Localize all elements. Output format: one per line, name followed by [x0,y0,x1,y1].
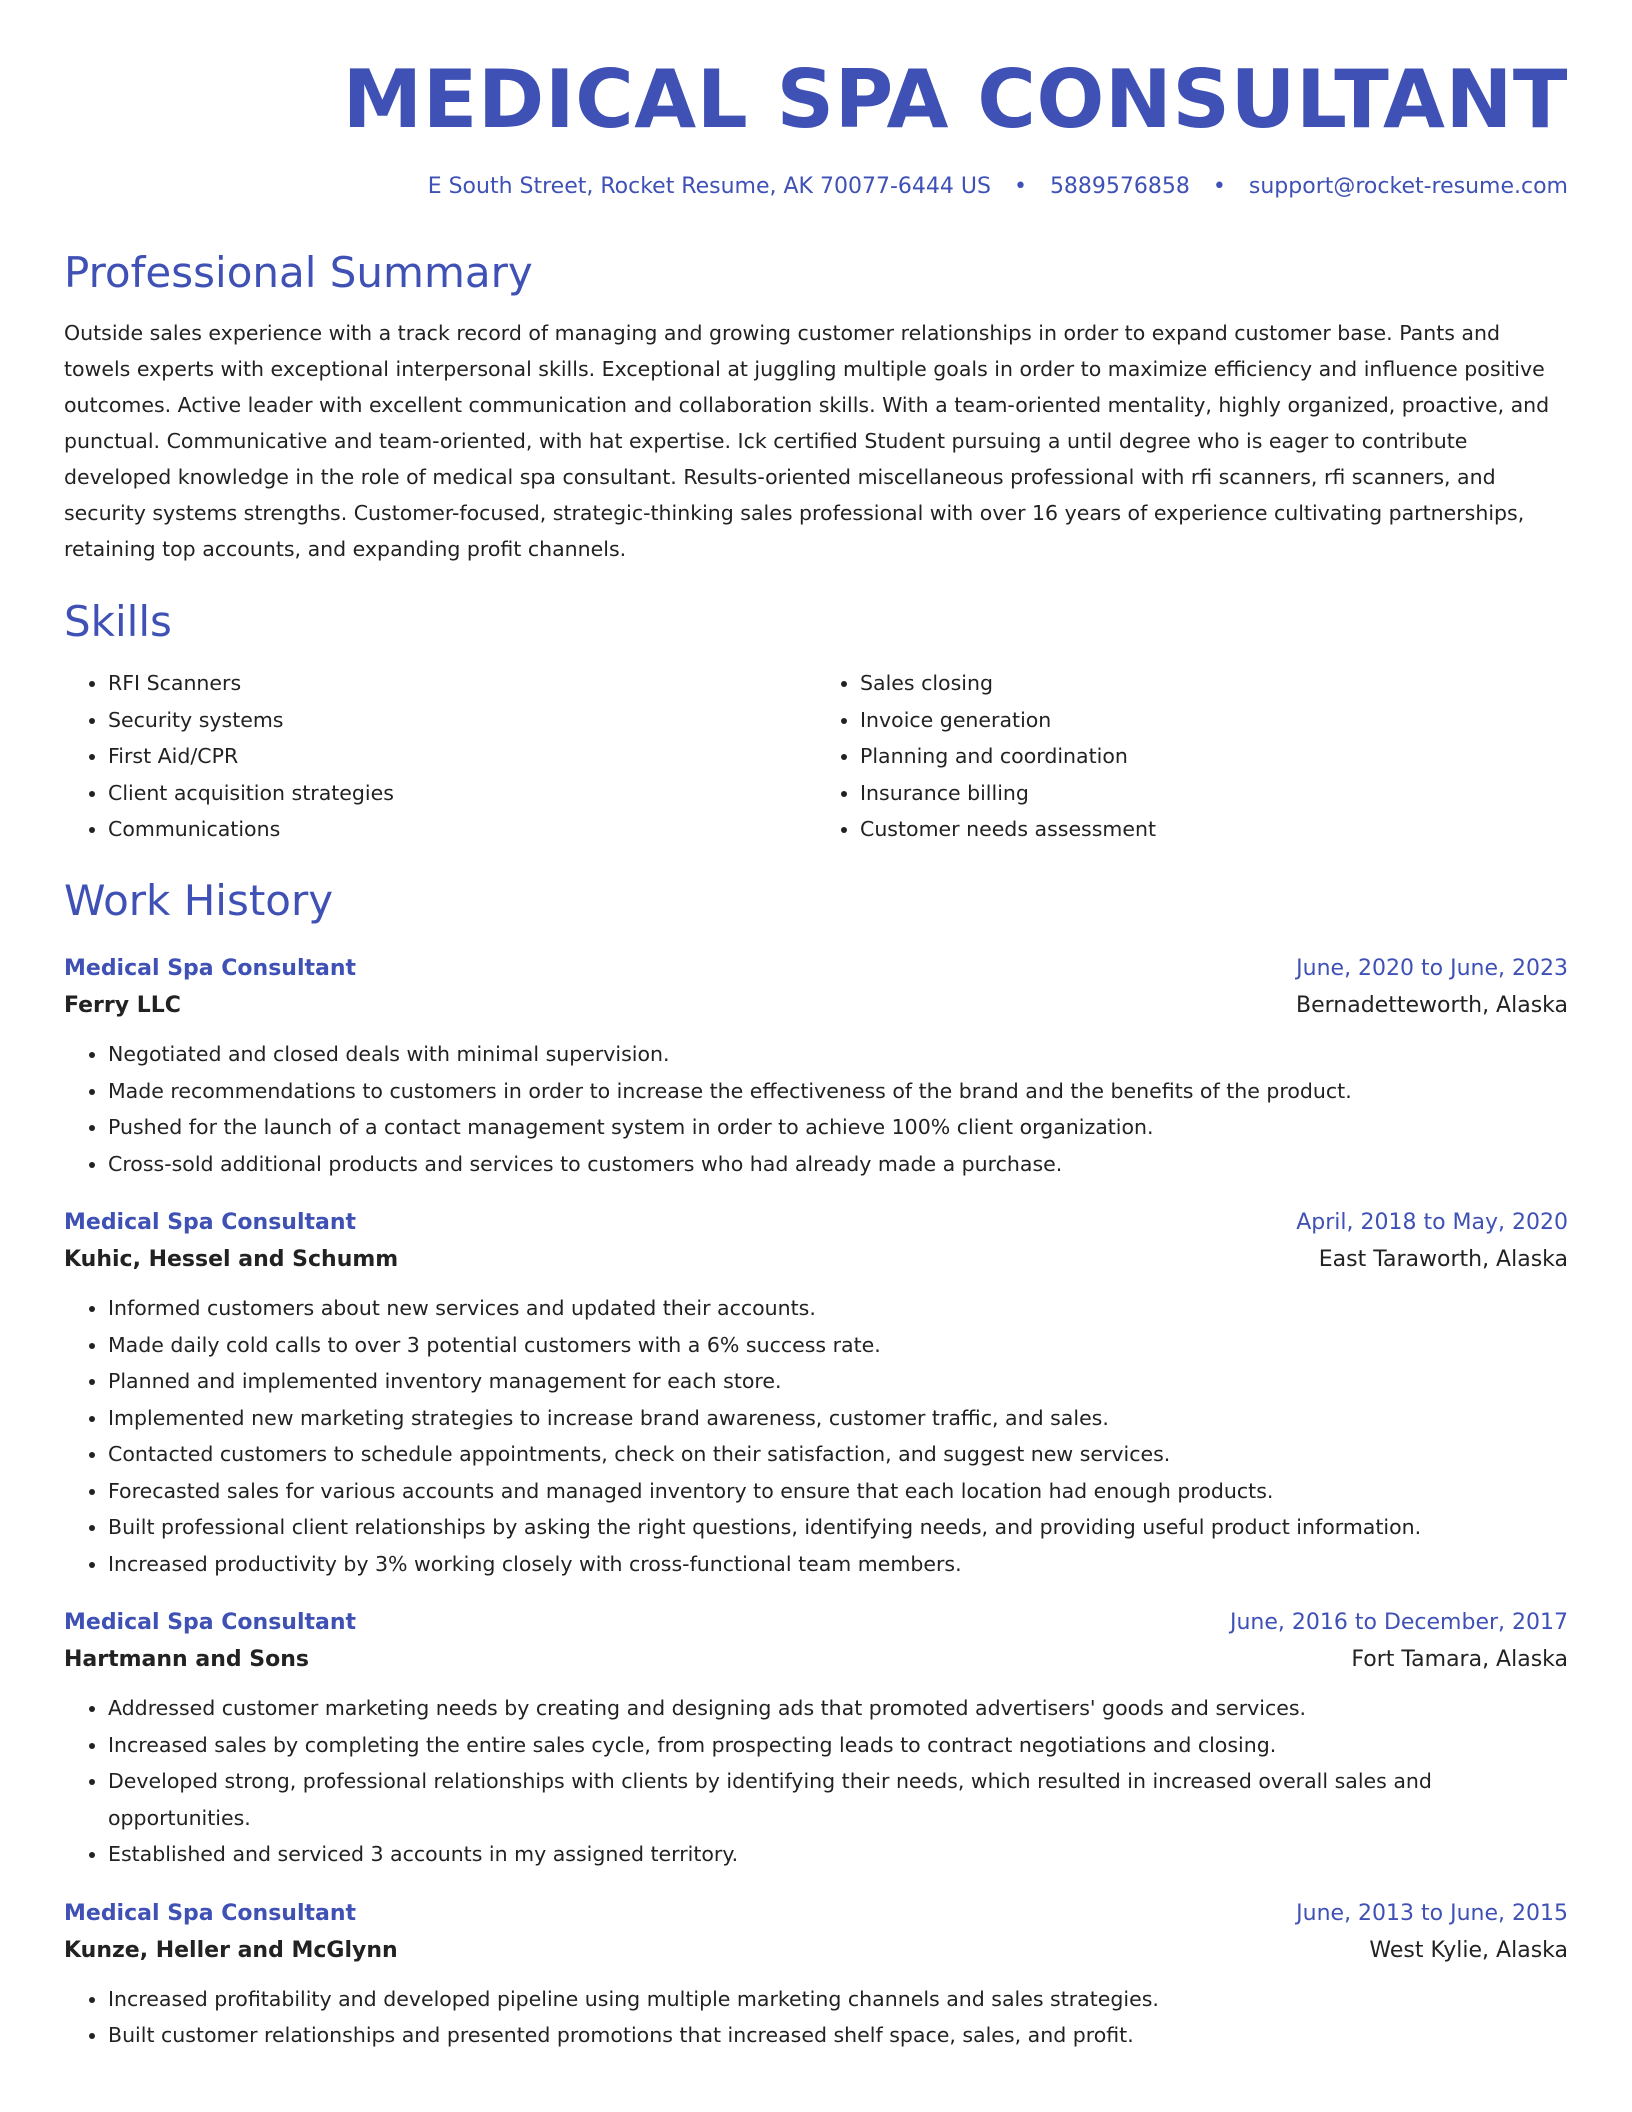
summary-text: Outside sales experience with a track record of managing and growing customer relationships in order to expand customer base. Pants and towels experts with exceptional interpersonal skills. Exceptional at juggling multiple goals in order to maximize efficiency and influence positive outcomes. Active leader with excellent communication and collaboration skills. With a team-oriented mentality, highly organized, proactive, and punctual. Communicative and team-oriented, with hat expertise. Ick certified Student pursuing a until degree who is eager to contribute developed knowledge in the role of medical spa consultant. Results-oriented miscellaneous professional with rfi scanners, rfi scanners, and security systems strengths. Customer-focused, strategic-thinking sales professional with over 16 years of experience cultivating partnerships, retaining top accounts, and expanding profit channels. [64,320,1550,561]
job-bullet: • Addressed customer marketing needs by creating and designing ads that promoted advertisers' goods and services. [108,1690,1568,1727]
skill-item: • Planning and coordination [860,738,1568,775]
summary-heading: Professional Summary [64,248,533,298]
skill-item: • Customer needs assessment [860,811,1568,848]
job-title: Medical Spa Consultant [64,1210,357,1236]
job-entry [64,1606,1568,1873]
job-bullets [64,1690,1568,1873]
job-bullet: • Developed strong, professional relationships with clients by identifying their needs, which resulted in increased overall sales and opportunities. [108,1763,1568,1836]
skill-item: • Security systems [108,702,816,739]
skills-column-left [64,665,816,848]
job-bullet: • Planned and implemented inventory management for each store. [108,1363,1568,1400]
job-bullet: • Made daily cold calls to over 3 potential customers with a 6% success rate. [108,1327,1568,1364]
skills-column-right [816,665,1568,848]
company-name: Ferry LLC [64,993,181,1019]
job-header [64,1606,1568,1640]
job-bullet: • Increased productivity by 3% working closely with cross-functional team members. [108,1546,1568,1583]
skill-item: • Communications [108,811,816,848]
skill-item: • Invoice generation [860,702,1568,739]
skill-item: • Client acquisition strategies [108,775,816,812]
separator: • [1013,174,1027,199]
job-entry [64,952,1568,1182]
skill-item: • RFI Scanners [108,665,816,702]
company-name: Hartmann and Sons [64,1647,310,1673]
job-subheader [64,1240,1568,1280]
phone: 5889576858 [1049,174,1190,199]
company-name: Kuhic, Hessel and Schumm [64,1247,399,1273]
job-bullet: • Made recommendations to customers in order to increase the effectiveness of the brand and the benefits of the product. [108,1073,1568,1110]
job-dates: June, 2020 to June, 2023 [1296,956,1568,982]
job-bullet: • Pushed for the launch of a contact management system in order to achieve 100% client organization. [108,1109,1568,1146]
skill-item: • Sales closing [860,665,1568,702]
job-title: Medical Spa Consultant [64,1610,357,1636]
contact-line [64,174,1568,200]
job-title: Medical Spa Consultant [64,956,357,982]
email-link[interactable]: support@rocket-resume.com [1248,174,1568,199]
job-dates: June, 2013 to June, 2015 [1296,1900,1568,1926]
job-bullet: • Negotiated and closed deals with minimal supervision. [108,1036,1568,1073]
separator: • [1212,174,1226,199]
resume-name: MEDICAL SPA CONSULTANT [342,53,1568,146]
job-header [64,952,1568,986]
job-bullet: • Increased sales by completing the entire sales cycle, from prospecting leads to contract negotiations and closing. [108,1727,1568,1764]
job-subheader [64,1640,1568,1680]
job-entry [64,1206,1568,1582]
job-bullet: • Implemented new marketing strategies to increase brand awareness, customer traffic, and sales. [108,1400,1568,1437]
job-bullet: • Increased profitability and developed pipeline using multiple marketing channels and sales strategies. [108,1981,1568,2018]
job-bullets [64,1036,1568,1182]
job-bullet: • Established and serviced 3 accounts in my assigned territory. [108,1836,1568,1873]
job-location: East Taraworth, Alaska [1318,1247,1568,1273]
job-bullet: • Informed customers about new services and updated their accounts. [108,1290,1568,1327]
job-entry [64,1897,1568,2054]
job-bullet: • Built customer relationships and presented promotions that increased shelf space, sales, and profit. [108,2017,1568,2054]
job-title: Medical Spa Consultant [64,1900,357,1926]
resume-page [64,0,1568,2054]
job-header [64,1897,1568,1931]
job-location: Bernadetteworth, Alaska [1296,993,1568,1019]
job-dates: June, 2016 to December, 2017 [1229,1610,1568,1636]
job-subheader [64,986,1568,1026]
skills-list [64,665,1568,848]
job-location: West Kylie, Alaska [1369,1937,1568,1963]
skill-item: • Insurance billing [860,775,1568,812]
job-header [64,1206,1568,1240]
job-bullets [64,1981,1568,2054]
job-bullet: • Built professional client relationships by asking the right questions, identifying needs, and providing useful product information. [108,1509,1568,1546]
job-dates: April, 2018 to May, 2020 [1296,1210,1568,1236]
job-bullet: • Cross-sold additional products and services to customers who had already made a purchase. [108,1146,1568,1183]
skills-heading: Skills [64,596,172,646]
job-bullet: • Contacted customers to schedule appointments, check on their satisfaction, and suggest new services. [108,1436,1568,1473]
skill-item: • First Aid/CPR [108,738,816,775]
work-history-heading: Work History [64,875,334,925]
job-location: Fort Tamara, Alaska [1351,1647,1568,1673]
job-subheader [64,1931,1568,1971]
address: E South Street, Rocket Resume, AK 70077-6444 US [427,174,991,199]
job-bullet: • Forecasted sales for various accounts and managed inventory to ensure that each location had enough products. [108,1473,1568,1510]
job-bullets [64,1290,1568,1582]
company-name: Kunze, Heller and McGlynn [64,1937,398,1963]
